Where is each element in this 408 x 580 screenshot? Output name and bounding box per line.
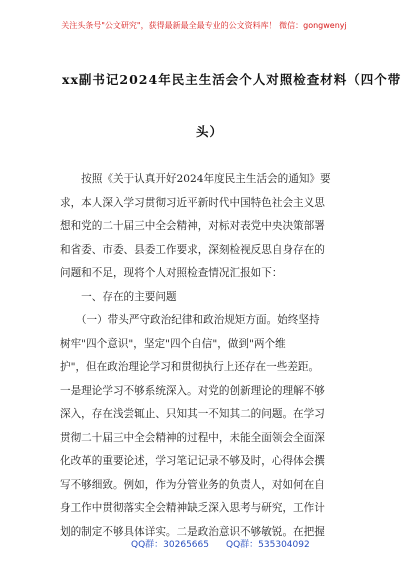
body-line: 身工作中贯彻落实全会精神缺乏深入思考与研究，工作计 (60, 502, 325, 514)
document-body (60, 168, 350, 544)
body-line: 一是理论学习不够系统深入。对党的创新理论的理解不够 (60, 384, 325, 397)
body-line: 和省委、市委、县委工作要求，深刻检视反思自身存在的 (60, 243, 325, 256)
body-line: 划的制定不够具体详实。二是政治意识不够敏锐。在把握 (60, 525, 325, 538)
body-line: 求，本人深入学习贯彻习近平新时代中国特色社会主义思 (60, 196, 325, 209)
footer-qq-group-2: QQ群：535304092 (226, 540, 310, 550)
body-line: 按照《关于认真开好2024年度民主生活会的通知》要 (60, 173, 331, 185)
body-line: 问题和不足，现将个人对照检查情况汇报如下： (60, 267, 283, 279)
body-line: 贯彻二十届三中全会精神的过程中，未能全面领会全面深 (60, 431, 325, 444)
document-title-line1: xx副书记2024年民主生活会个人对照检查材料（四个带 (62, 72, 402, 87)
body-line: 想和党的二十届三中全会精神，对标对表党中央决策部署 (60, 220, 325, 232)
body-line: 写不够细致。例如，作为分管业务的负责人，对如何在自 (60, 478, 325, 491)
footer-qq-group-1: QQ群：30265665 (131, 540, 209, 550)
document-title-line2: 头） (196, 124, 224, 139)
section-heading: 一、存在的主要问题 (60, 290, 177, 303)
body-line: 深入，存在浅尝辄止、只知其一不知其二的问题。在学习 (60, 408, 325, 420)
body-line: 树牢"四个意识"，坚定"四个自信"，做到"两个维 (60, 337, 286, 350)
body-line: 护"，但在政治理论学习和贯彻执行上还存在一些差距。 (60, 361, 320, 373)
header-banner: 关注头条号"公文研究"，获得最新最全最专业的公文资料库！ 微信：gongwenyj (61, 21, 347, 30)
body-line: （一）带头严守政治纪律和政治规矩方面。始终坚持 (60, 314, 320, 326)
body-line: 化改革的重要论述，学习笔记记录不够及时，心得体会撰 (60, 455, 325, 467)
